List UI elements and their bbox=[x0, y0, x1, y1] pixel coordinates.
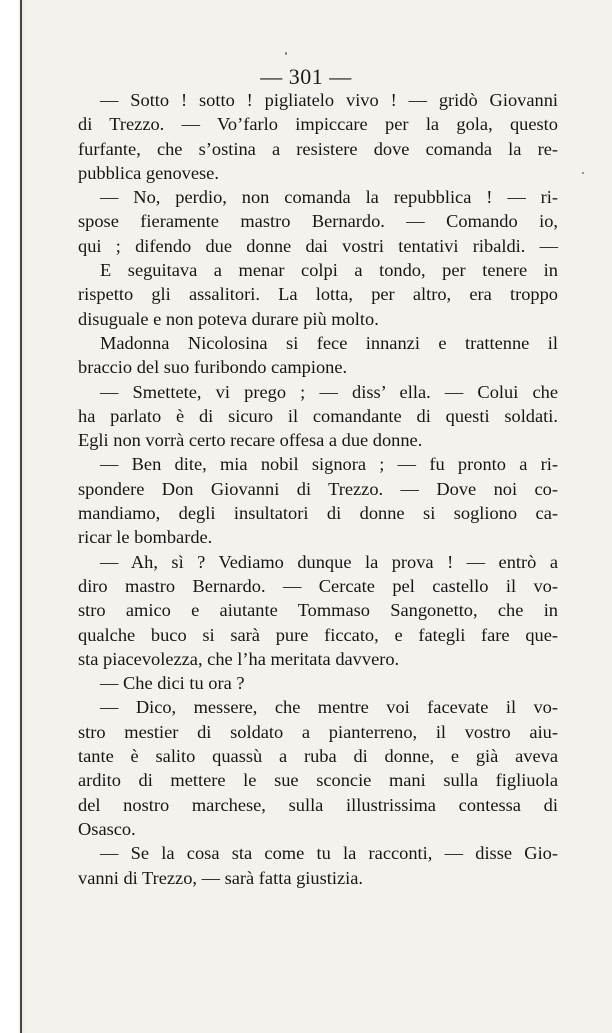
page-number: — 301 — bbox=[260, 64, 352, 89]
text-line: qualche buco si sarà pure ficcato, e fategli fare que- bbox=[78, 624, 558, 645]
text-line: qui ; difendo due donne dai vostri tentativi ribaldi. — bbox=[78, 235, 558, 256]
text-line: rispetto gli assalitori. La lotta, per altro, era troppo bbox=[78, 284, 558, 305]
print-speck bbox=[582, 172, 584, 174]
text-line: braccio del suo furibondo campione. bbox=[78, 357, 348, 378]
text-line: stro amico e aiutante Tommaso Sangonetto, che in bbox=[78, 600, 558, 621]
text-line: del nostro marchese, sulla illustrissima contessa di bbox=[78, 794, 558, 815]
text-line: vanni di Trezzo, — sarà fatta giustizia. bbox=[78, 867, 363, 888]
text-line: — Ah, sì ? Vediamo dunque la prova ! — entrò a bbox=[100, 551, 558, 572]
binding-edge bbox=[0, 0, 26, 1033]
text-line: ricar le bombarde. bbox=[78, 527, 213, 548]
text-line: tante è salito quassù a ruba di donne, e già aveva bbox=[78, 746, 558, 767]
text-line: stro mestier di soldato a pianterreno, il vostro aiu- bbox=[78, 721, 558, 742]
text-line: Egli non vorrà certo recare offesa a due donne. bbox=[78, 430, 423, 451]
text-line: — Se la cosa sta come tu la racconti, — disse Gio- bbox=[100, 843, 558, 864]
text-line: Madonna Nicolosina si fece innanzi e trattenne il bbox=[100, 332, 558, 353]
text-line: mandiamo, degli insultatori di donne si sogliono ca- bbox=[78, 503, 558, 524]
text-line: — No, perdio, non comanda la repubblica ! — ri- bbox=[100, 187, 558, 208]
text-line: sta piacevolezza, che l’ha meritata davvero. bbox=[78, 648, 400, 669]
text-line: E seguitava a menar colpi a tondo, per tenere in bbox=[100, 260, 558, 281]
text-line: spondere Don Giovanni di Trezzo. — Dove noi co- bbox=[78, 478, 558, 499]
text-line: — Dico, messere, che mentre voi facevate il vo- bbox=[100, 697, 558, 718]
text-line: furfante, che s’ostina a resistere dove comanda la re- bbox=[78, 138, 558, 159]
text-line: disuguale e non poteva durare più molto. bbox=[78, 308, 379, 329]
text-line: di Trezzo. — Vo’farlo impiccare per la gola, questo bbox=[78, 114, 558, 135]
text-line: — Che dici tu ora ? bbox=[100, 673, 245, 694]
text-line: spose fieramente mastro Bernardo. — Comando io, bbox=[78, 211, 558, 232]
text-line: — Ben dite, mia nobil signora ; — fu pronto a ri- bbox=[100, 454, 558, 475]
print-speck bbox=[285, 52, 287, 55]
text-line: — Smettete, vi prego ; — diss’ ella. — Colui che bbox=[100, 381, 558, 402]
text-line: pubblica genovese. bbox=[78, 162, 219, 183]
text-line: ardito di mettere le sue sconcie mani sulla figliuola bbox=[78, 770, 558, 791]
text-line: diro mastro Bernardo. — Cercate pel castello il vo- bbox=[78, 575, 558, 596]
body-text bbox=[78, 88, 558, 890]
binding-line bbox=[20, 0, 22, 1033]
text-line: — Sotto ! sotto ! pigliatelo vivo ! — gridò Giovanni bbox=[100, 90, 558, 110]
text-line: Osasco. bbox=[78, 818, 136, 839]
text-line: ha parlato è di sicuro il comandante di questi soldati. bbox=[78, 405, 558, 426]
